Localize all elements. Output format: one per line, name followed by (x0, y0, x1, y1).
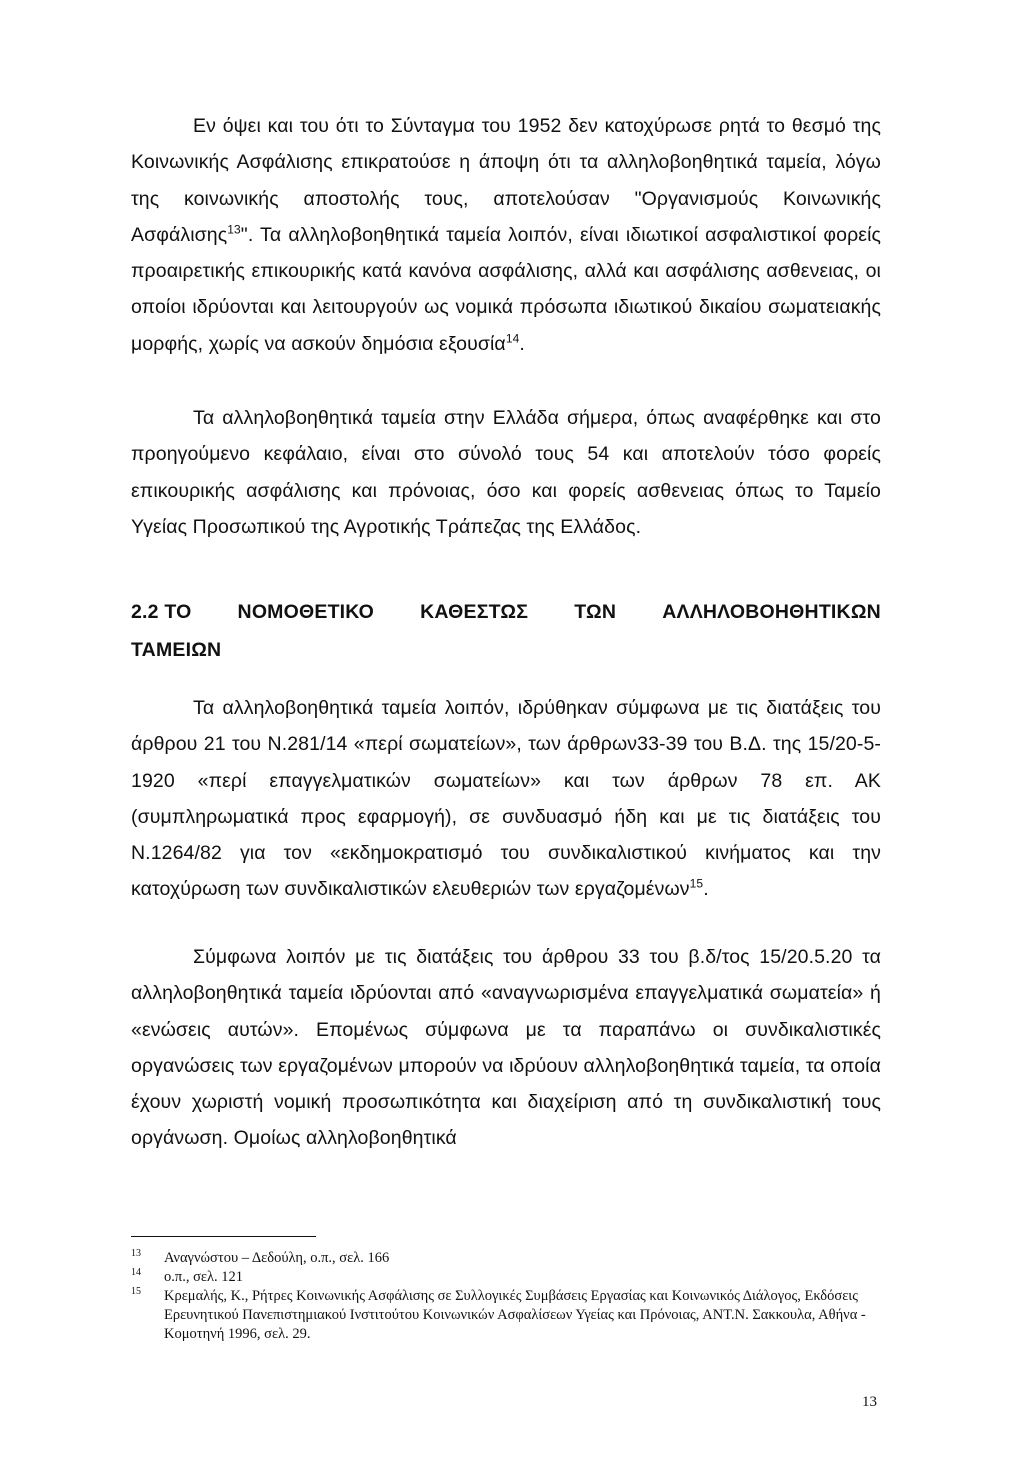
paragraph-2-text: Τα αλληλοβοηθητικά ταμεία στην Ελλάδα σήμερα, όπως αναφέρθηκε και στο προηγούμενο κεφάλαιο, είναι στο σύνολό τους 54 και αποτελούν τόσο φορείς επικουρικής ασφάλισης και πρόνοιας, όσο και φορείς ασθενειας όπως το Ταμείο Υγείας Προσωπικού της Αγροτικής Τράπεζας της Ελλάδος. (131, 407, 881, 538)
heading-word-2: ΝΟΜΟΘΕΤΙΚΟ (237, 601, 375, 623)
footnote-ref-13: 13 (227, 222, 241, 237)
footnote-number: 15 (131, 1286, 141, 1297)
heading-word-5: ΑΛΛΗΛΟΒΟΗΘΗΤΙΚΩΝ (662, 601, 881, 623)
footnote-14 (131, 1268, 891, 1287)
footnote-divider (131, 1236, 316, 1237)
paragraph-1-text-c: . (519, 332, 525, 355)
footnote-13 (131, 1249, 891, 1268)
paragraph-1-text-a: Εν όψει και του ότι το Σύνταγμα του 1952 δεν κατοχύρωσε ρητά το θεσμό της Κοινωνικής Ασφάλισης επικρατούσε η άποψη ότι τα αλληλοβοηθητικά ταμεία, λόγω της κοινωνικής αποστολής τους, αποτελούσαν "Οργανισμούς Κοινωνικής Ασφάλισης (131, 115, 881, 246)
heading-word-3: ΚΑΘΕΣΤΩΣ (420, 601, 529, 623)
footnote-text: Κρεμαλής, Κ., Ρήτρες Κοινωνικής Ασφάλισης σε Συλλογικές Συμβάσεις Εργασίας και Κοινωνικός Διάλογος, Εκδόσεις Ερευνητικού Πανεπιστημιακού Ινστιτούτου Κοινωνικών Ασφαλίσεων Υγείας και Πρόνοιας, ΑΝΤ.Ν. Σακκουλα, Αθήνα - Κομοτηνή 1996, σελ. 29. (164, 1288, 866, 1342)
footnotes (131, 1249, 891, 1344)
heading-word-4: ΤΩΝ (574, 601, 617, 623)
heading-word-1: 2.2 ΤΟ (131, 601, 192, 623)
footnote-text: ο.π., σελ. 121 (164, 1269, 244, 1285)
paragraph-1 (131, 108, 881, 362)
footnote-number: 14 (131, 1267, 141, 1278)
paragraph-4-text: Σύμφωνα λοιπόν με τις διατάξεις του άρθρου 33 του β.δ/τος 15/20.5.20 τα αλληλοβοηθητικά ταμεία ιδρύονται από «αναγνωρισμένα επαγγελματικά σωματεία» ή «ενώσεις αυτών». Επομένως σύμφωνα με τα παραπάνω οι συνδικαλιστικές οργανώσεις των εργαζομένων μπορούν να ιδρύουν αλληλοβοηθητικά ταμεία, τα οποία έχουν χωριστή νομική προσωπικότητα και διαχείριση από τη συνδικαλιστική τους οργάνωση. Ομοίως αλληλοβοηθητικά (131, 946, 881, 1150)
paragraph-2 (131, 400, 881, 545)
paragraph-3-text-b: . (703, 878, 709, 901)
footnote-text: Αναγνώστου – Δεδούλη, ο.π., σελ. 166 (164, 1250, 390, 1266)
footnote-number: 13 (131, 1248, 141, 1259)
paragraph-3 (131, 690, 881, 908)
section-heading-line-1 (131, 593, 881, 631)
paragraph-1-text-b: ". Τα αλληλοβοηθητικά ταμεία λοιπόν, είναι ιδιωτικοί ασφαλιστικοί φορείς προαιρετικής επικουρικής κατά κανόνα ασφάλισης, αλλά και ασφάλισης ασθενειας, οι οποίοι ιδρύονται και λειτουργούν ως νομικά πρόσωπα ιδιωτικού δικαίου σωματειακής μορφής, χωρίς να ασκούν δημόσια εξουσία (131, 223, 881, 355)
paragraph-3-text-a: Τα αλληλοβοηθητικά ταμεία λοιπόν, ιδρύθηκαν σύμφωνα με τις διατάξεις του άρθρου 21 του Ν.281/14 «περί σωματείων», των άρθρων33-39 του Β.Δ. της 15/20-5-1920 «περί επαγγελματικών σωματείων» και των άρθρων 78 επ. ΑΚ (συμπληρωματικά προς εφαρμογή), σε συνδυασμό ήδη και με τις διατάξεις του Ν.1264/82 για τον «εκδημοκρατισμό του συνδικαλιστικού κινήματος και την κατοχύρωση των συνδικαλιστικών ελευθεριών των εργαζομένων (131, 697, 881, 901)
footnote-ref-15: 15 (689, 876, 704, 891)
paragraph-4 (131, 939, 881, 1157)
footnote-ref-14: 14 (505, 331, 520, 346)
section-heading-line-2: ΤΑΜΕΙΩΝ (131, 639, 222, 661)
section-heading (131, 593, 881, 669)
page-number: 13 (862, 1394, 877, 1410)
footnote-15 (131, 1287, 891, 1344)
